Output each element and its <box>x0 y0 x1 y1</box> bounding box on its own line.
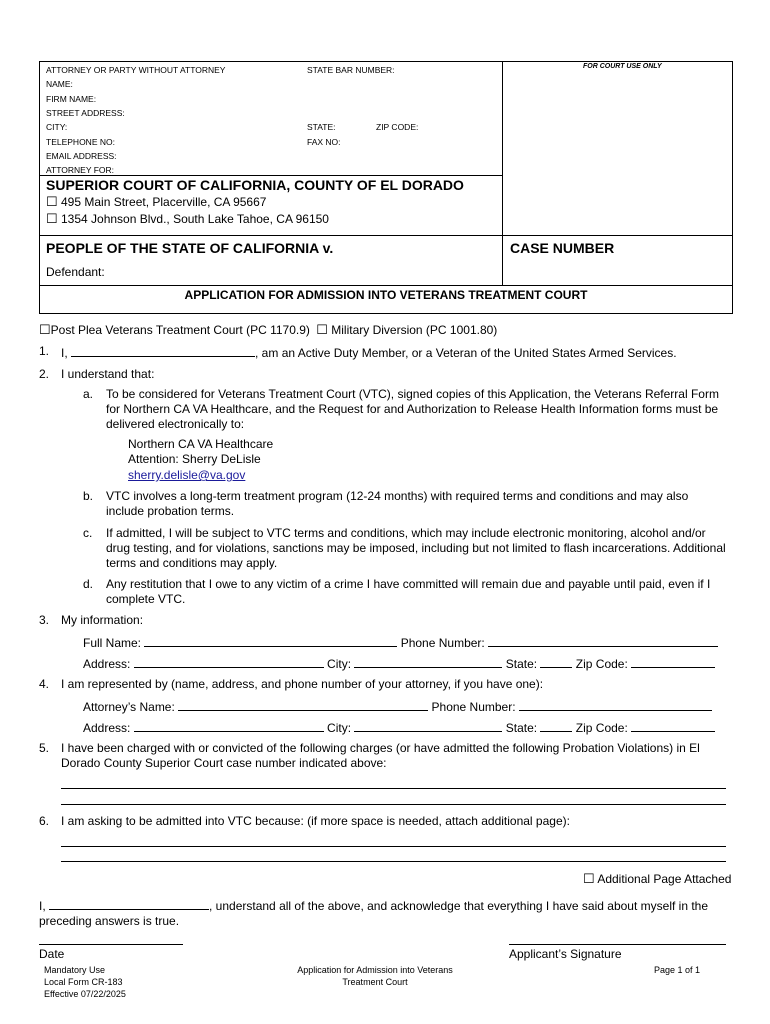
item6-number: 6. <box>39 814 50 828</box>
attorney-city-field[interactable] <box>354 719 502 732</box>
item2b-letter: b. <box>83 489 94 503</box>
phone-number-field[interactable] <box>488 634 718 647</box>
page-number: Page 1 of 1 <box>654 965 701 975</box>
item4-address-row <box>83 719 715 735</box>
attorney-name-field[interactable] <box>178 698 428 711</box>
item2b-text: VTC involves a long-term treatment program (12-24 months) with required terms and conditions and may also include probation terms. <box>106 489 689 518</box>
checkbox-icon[interactable]: ☐ <box>583 871 595 886</box>
attorney-name-label: Attorney’s Name: <box>83 700 175 714</box>
charges-line-2[interactable] <box>61 804 726 805</box>
contact-org: Northern CA VA Healthcare <box>128 437 274 451</box>
item4-name-row <box>83 698 712 714</box>
court-use-divider <box>502 61 503 285</box>
declaration-text <box>39 897 733 929</box>
item2a-letter: a. <box>83 387 94 401</box>
program-options <box>39 322 497 338</box>
item5-number: 5. <box>39 741 50 755</box>
phone-label: TELEPHONE NO: <box>46 137 115 147</box>
item2d-letter: d. <box>83 577 94 591</box>
item2d-text: Any restitution that I owe to any victim of a crime I have committed will remain due and payable until paid, even if I complete VTC. <box>106 577 711 606</box>
item1-line <box>61 344 677 360</box>
location-south-lake-tahoe[interactable] <box>46 211 329 227</box>
attorney-city-label: City: <box>327 721 352 735</box>
item2c-letter: c. <box>83 526 93 540</box>
state-bar-label: STATE BAR NUMBER: <box>307 65 395 75</box>
location-placerville-text: 495 Main Street, Placerville, CA 95667 <box>61 195 267 209</box>
checkbox-icon[interactable]: ☐ <box>39 322 51 337</box>
court-use-label: FOR COURT USE ONLY <box>583 63 662 70</box>
additional-page-option[interactable] <box>583 871 731 887</box>
attorney-phone-field[interactable] <box>519 698 712 711</box>
zip-label: ZIP CODE: <box>376 122 419 132</box>
phone-number-label: Phone Number: <box>400 636 485 650</box>
location-tahoe-text: 1354 Johnson Blvd., South Lake Tahoe, CA 96150 <box>61 212 329 226</box>
item2a-text: To be considered for Veterans Treatment Court (VTC), signed copies of this Application, the Veterans Referral Form for Northern CA VA Healthcare, and the Request for and Authorization to Release Health Information forms must be delivered electronically to: <box>106 387 719 431</box>
zip-code-label: Zip Code: <box>575 657 628 671</box>
item3-number: 3. <box>39 613 50 627</box>
full-name-label: Full Name: <box>83 636 142 650</box>
people-caption: PEOPLE OF THE STATE OF CALIFORNIA v. <box>46 240 334 256</box>
signature-line[interactable] <box>509 944 726 945</box>
reason-line-2[interactable] <box>61 861 726 862</box>
contact-attention: Attention: Sherry DeLisle <box>128 452 261 466</box>
footer-form-number: Local Form CR-183 <box>44 977 123 987</box>
attorney-zip-label: Zip Code: <box>575 721 628 735</box>
military-diversion-option: Military Diversion (PC 1001.80) <box>331 323 498 337</box>
applicant-signature-label: Applicant’s Signature <box>509 947 622 961</box>
attorney-for-label: ATTORNEY FOR: <box>46 165 115 175</box>
checkbox-icon[interactable]: ☐ <box>316 322 328 337</box>
case-number-label: CASE NUMBER <box>510 240 615 256</box>
item5-text: I have been charged with or convicted of the following charges (or have admitted the following Probation Violations) in El Dorado County Superior Court case number indicated above: <box>61 741 700 770</box>
firm-label: FIRM NAME: <box>46 94 97 104</box>
court-name: SUPERIOR COURT OF CALIFORNIA, COUNTY OF EL DORADO <box>46 177 464 193</box>
attorney-state-label: State: <box>505 721 538 735</box>
state-label: STATE: <box>307 122 336 132</box>
item3-name-row <box>83 634 718 650</box>
street-label: STREET ADDRESS: <box>46 108 125 118</box>
name-label: NAME: <box>46 79 73 89</box>
attorney-state-field[interactable] <box>540 719 572 732</box>
item2-text: I understand that: <box>61 367 155 381</box>
item4-number: 4. <box>39 677 50 691</box>
post-plea-option: Post Plea Veterans Treatment Court (PC 1170.9) <box>50 323 310 337</box>
contact-email-link[interactable]: sherry.delisle@va.gov <box>128 468 246 482</box>
defendant-label: Defendant: <box>46 265 105 279</box>
address-field[interactable] <box>134 655 324 668</box>
full-name-field[interactable] <box>144 634 397 647</box>
checkbox-icon[interactable]: ☐ <box>46 211 58 226</box>
fax-label: FAX NO: <box>307 137 341 147</box>
footer-title-1: Application for Admission into Veterans <box>297 965 453 975</box>
item2c-text: If admitted, I will be subject to VTC terms and conditions, which may include electronic monitoring, alcohol and/or drug testing, and for violations, sanctions may be imposed, including but not limited to flash incarcerations. Additional terms and conditions may apply. <box>106 526 726 570</box>
additional-page-label: Additional Page Attached <box>597 872 732 886</box>
attorney-address-label: Address: <box>83 721 131 735</box>
state-field[interactable] <box>540 655 572 668</box>
item1-suffix: , am an Active Duty Member, or a Veteran of the United States Armed Services. <box>255 346 677 360</box>
item3-address-row <box>83 655 715 671</box>
declaration-prefix: I, <box>39 899 46 913</box>
item3-text: My information: <box>61 613 144 627</box>
item6-text: I am asking to be admitted into VTC because: (if more space is needed, attach additional page): <box>61 814 570 828</box>
declaration-body: , understand all of the above, and acknowledge that everything I have said about myself in the preceding answers is true. <box>39 899 709 928</box>
charges-line-1[interactable] <box>61 788 726 789</box>
item4-text: I am represented by (name, address, and phone number of your attorney, if you have one): <box>61 677 544 691</box>
declarant-name-field[interactable] <box>49 897 209 910</box>
email-label: EMAIL ADDRESS: <box>46 151 117 161</box>
date-line[interactable] <box>39 944 183 945</box>
city-field[interactable] <box>354 655 502 668</box>
footer-mandatory: Mandatory Use <box>44 965 106 975</box>
applicant-name-field[interactable] <box>71 344 255 357</box>
case-divider <box>39 235 733 236</box>
state-label: State: <box>505 657 538 671</box>
attorney-label: ATTORNEY OR PARTY WITHOUT ATTORNEY <box>46 65 226 75</box>
footer-effective-date: Effective 07/22/2025 <box>44 989 126 999</box>
item2-number: 2. <box>39 367 50 381</box>
item1-prefix: I, <box>61 346 68 360</box>
footer-title-2: Treatment Court <box>342 977 408 987</box>
location-placerville[interactable] <box>46 194 266 210</box>
city-label: CITY: <box>46 122 68 132</box>
city-label: City: <box>327 657 352 671</box>
reason-line-1[interactable] <box>61 846 726 847</box>
attorney-phone-label: Phone Number: <box>431 700 516 714</box>
attorney-zip-field[interactable] <box>631 719 715 732</box>
date-label: Date <box>39 947 65 961</box>
form-title: APPLICATION FOR ADMISSION INTO VETERANS TREATMENT COURT <box>184 288 588 302</box>
attorney-address-field[interactable] <box>134 719 324 732</box>
item1-number: 1. <box>39 344 50 358</box>
checkbox-icon[interactable]: ☐ <box>46 194 58 209</box>
zip-code-field[interactable] <box>631 655 715 668</box>
title-divider <box>39 285 733 286</box>
address-label: Address: <box>83 657 131 671</box>
